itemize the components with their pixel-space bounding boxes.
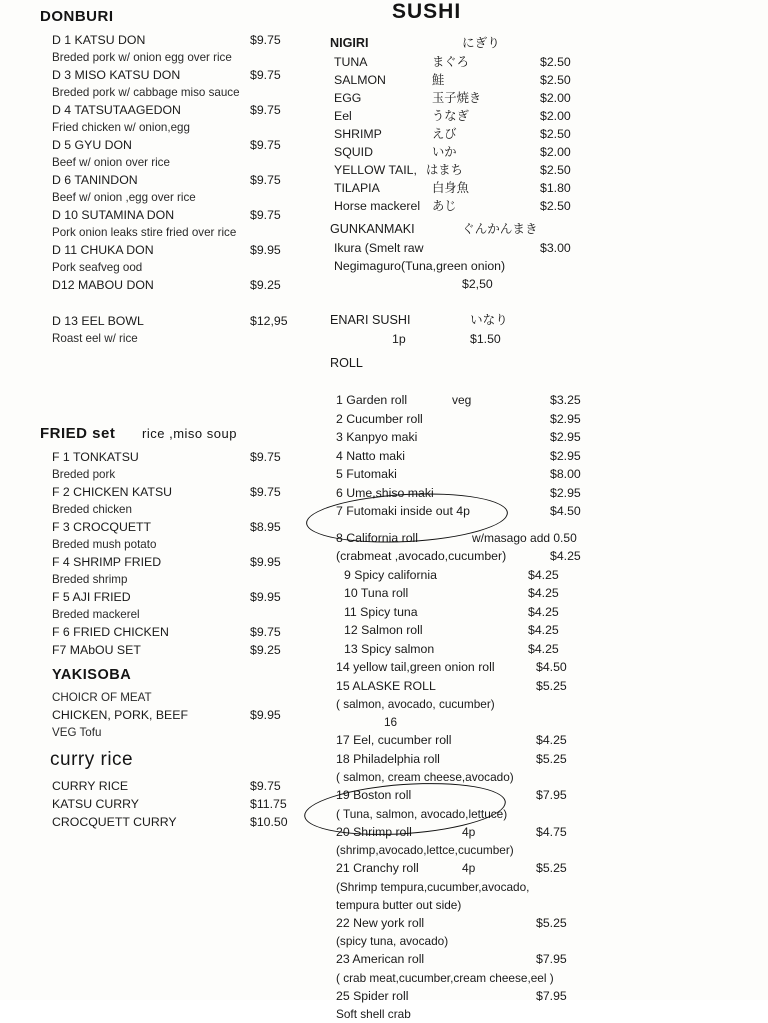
item-price: $5.25 xyxy=(536,861,567,875)
item-name: 20 Shrimp roll xyxy=(336,824,412,839)
item-price: $9.75 xyxy=(250,625,281,639)
section-title-yakisoba: YAKISOBA xyxy=(52,667,132,683)
fried-set-note: rice ,miso soup xyxy=(142,426,237,441)
item-name: SALMON xyxy=(334,73,386,87)
item-price: $1.80 xyxy=(540,181,571,195)
page-title: SUSHI xyxy=(392,0,462,23)
item-name: Ikura (Smelt raw xyxy=(334,241,424,255)
item-price: $4.25 xyxy=(528,567,559,582)
roll-item xyxy=(322,731,742,750)
item-name: D 3 MISO KATSU DON xyxy=(52,68,181,82)
item-price: $2.50 xyxy=(540,199,571,213)
roll-item xyxy=(322,428,742,447)
item-name: TILAPIA xyxy=(334,181,380,195)
item-name: D 1 KATSU DON xyxy=(52,33,146,47)
item-name-jp: 鮭 xyxy=(432,73,445,87)
item-price: $4.50 xyxy=(550,504,581,518)
item-desc: (Shrimp tempura,cucumber,avocado, xyxy=(336,879,530,894)
roll-item xyxy=(322,584,742,603)
roll-item xyxy=(322,566,742,585)
section-title-fried-set xyxy=(40,425,320,442)
item-note: 4p xyxy=(462,824,476,839)
item-price: $9.75 xyxy=(250,138,281,152)
item-name: F 2 CHICKEN KATSU xyxy=(52,485,173,499)
roll-label: ROLL xyxy=(330,356,363,370)
menu-item xyxy=(40,101,320,119)
item-price: $5.25 xyxy=(536,678,567,693)
item-name: 19 Boston roll xyxy=(336,788,412,802)
curry-list xyxy=(40,777,320,831)
item-name: F 1 TONKATSU xyxy=(52,450,139,464)
negimaguro-price-row xyxy=(322,275,742,293)
fried-set-list xyxy=(40,448,320,659)
item-price: $9.75 xyxy=(250,33,281,47)
item-price: $8.00 xyxy=(550,467,581,481)
item-price: $2.95 xyxy=(550,485,581,500)
menu-item xyxy=(40,312,320,330)
item-name: 5 Futomaki xyxy=(336,467,397,481)
inari-qty: 1p xyxy=(392,332,406,346)
item-name-jp: 白身魚 xyxy=(432,181,469,195)
item-name-jp: 玉子焼き xyxy=(432,91,482,105)
roll-item xyxy=(322,502,742,521)
menu-item xyxy=(40,518,320,536)
item-price: $2,50 xyxy=(462,277,493,291)
inari-label: ENARI SUSHI xyxy=(330,313,411,327)
item-name: 4 Natto maki xyxy=(336,448,406,463)
item-name: D 13 EEL BOWL xyxy=(52,314,144,328)
item-desc: (shrimp,avocado,lettce,cucumber) xyxy=(336,843,514,857)
menu-item xyxy=(40,171,320,189)
item-name: 23 American roll xyxy=(336,952,425,966)
item-desc: Breded chicken xyxy=(52,503,132,516)
item-name-jp: あじ xyxy=(432,199,457,213)
item-price: $2.00 xyxy=(540,145,571,159)
roll-item xyxy=(322,914,742,933)
menu-item xyxy=(40,483,320,501)
section-title-curry-rice: curry rice xyxy=(50,749,134,770)
item-price: $2.95 xyxy=(550,430,581,444)
item-name-jp: うなぎ xyxy=(432,109,469,123)
roll-list xyxy=(322,391,742,1023)
inari-label-jp: いなり xyxy=(470,313,508,327)
menu-item xyxy=(322,239,742,257)
menu-item xyxy=(40,136,320,154)
inari-price-row xyxy=(322,330,742,348)
item-name-jp: いか xyxy=(432,145,457,159)
item-price: $2.50 xyxy=(540,127,571,141)
item-price: $2.00 xyxy=(540,91,571,105)
menu-item xyxy=(322,89,742,107)
item-name: 8 California roll xyxy=(336,530,419,545)
item-name: D 6 TANINDON xyxy=(52,173,138,187)
item-price: $5.25 xyxy=(536,915,567,930)
roll-item xyxy=(322,658,742,677)
menu-item xyxy=(40,448,320,466)
item-name: EGG xyxy=(334,91,362,105)
donburi-list xyxy=(40,31,320,347)
item-desc: Soft shell crab xyxy=(336,1007,411,1021)
item-name: F 5 AJI FRIED xyxy=(52,590,131,604)
item-price: $8.95 xyxy=(250,520,281,534)
roll-item xyxy=(322,640,742,659)
gunkanmaki-label: GUNKANMAKI xyxy=(330,222,415,236)
item-name: D 11 CHUKA DON xyxy=(52,243,154,257)
item-price: $9.25 xyxy=(250,643,281,657)
item-name: CURRY RICE xyxy=(52,779,129,793)
item-name: 21 Cranchy roll xyxy=(336,861,419,875)
item-price: $7.95 xyxy=(536,952,567,966)
item-price: $4.25 xyxy=(528,623,559,637)
item-desc: (spicy tuna, avocado) xyxy=(336,934,449,948)
menu-item xyxy=(322,107,742,125)
nigiri-header xyxy=(322,34,742,53)
menu-item xyxy=(40,553,320,571)
item-name: 17 Eel, cucumber roll xyxy=(336,733,452,747)
menu-item xyxy=(40,813,320,831)
item-price: $9.75 xyxy=(250,485,281,499)
roll-item-california-sub xyxy=(322,547,742,566)
roll-item-california xyxy=(322,529,742,548)
item-price: $11.75 xyxy=(250,797,287,811)
yakisoba-veg: VEG Tofu xyxy=(52,726,102,739)
item-name: 15 ALASKE ROLL xyxy=(336,678,436,693)
item-price: $9.75 xyxy=(250,208,281,222)
item-price: $9.75 xyxy=(250,103,281,117)
item-price: $2.00 xyxy=(540,109,571,123)
roll-item xyxy=(322,677,742,696)
item-desc: Breded mackerel xyxy=(52,608,140,621)
item-name: 14 yellow tail,green onion roll xyxy=(336,660,495,674)
item-name: 25 Spider roll xyxy=(336,988,409,1003)
item-price: $4.25 xyxy=(550,549,581,563)
roll-item xyxy=(322,410,742,429)
item-name: 6 Ume,shiso maki xyxy=(336,485,434,500)
item-price: $2.95 xyxy=(550,448,581,463)
menu-item xyxy=(322,197,742,215)
item-name: F7 MAbOU SET xyxy=(52,643,141,657)
roll-item-16: 16 xyxy=(384,715,398,729)
roll-item xyxy=(322,987,742,1006)
item-price: $4.25 xyxy=(528,641,559,656)
menu-item xyxy=(40,623,320,641)
roll-item xyxy=(322,603,742,622)
item-desc: Roast eel w/ rice xyxy=(52,332,138,345)
item-price: $10.50 xyxy=(250,815,288,829)
item-name: CHICKEN, PORK, BEEF xyxy=(52,708,188,722)
item-desc: Breded mush potato xyxy=(52,538,157,551)
roll-item xyxy=(322,859,742,878)
item-name: D 10 SUTAMINA DON xyxy=(52,208,175,222)
item-name: 2 Cucumber roll xyxy=(336,411,423,426)
item-price: $2.50 xyxy=(540,163,571,177)
item-desc: Breded pork w/ onion egg over rice xyxy=(52,51,232,64)
item-desc: Pork seafveg ood xyxy=(52,261,143,274)
item-price: $7.95 xyxy=(536,788,567,802)
item-price: $4.75 xyxy=(536,824,567,839)
item-desc: ( salmon, cream cheese,avocado) xyxy=(336,770,514,784)
item-name: 3 Kanpyo maki xyxy=(336,430,418,444)
item-price: $9.95 xyxy=(250,555,281,569)
menu-item xyxy=(40,31,320,49)
nigiri-label-jp: にぎり xyxy=(462,36,500,50)
item-name-jp: えび xyxy=(432,127,457,141)
item-desc: ( salmon, avocado, cucumber) xyxy=(336,697,495,711)
item-desc: Breded shrimp xyxy=(52,573,128,586)
item-name: YELLOW TAIL, xyxy=(334,163,417,177)
nigiri-label: NIGIRI xyxy=(330,36,369,50)
menu-item xyxy=(40,276,320,294)
menu-item xyxy=(322,53,742,71)
menu-item xyxy=(322,125,742,143)
item-price: $4.25 xyxy=(528,586,559,600)
item-desc: Breded pork xyxy=(52,468,116,481)
item-name: TUNA xyxy=(334,55,368,69)
menu-item xyxy=(322,161,742,179)
item-name: CROCQUETT CURRY xyxy=(52,815,177,829)
item-name: 9 Spicy california xyxy=(344,567,437,582)
item-desc: Breded pork w/ cabbage miso sauce xyxy=(52,86,240,99)
item-price: $4.25 xyxy=(536,733,567,747)
item-name: F 3 CROCQUETT xyxy=(52,520,152,534)
roll-item xyxy=(322,786,742,805)
gunkanmaki-label-jp: ぐんかんまき xyxy=(462,222,538,236)
menu-item xyxy=(322,71,742,89)
item-desc: (crabmeat ,avocado,cucumber) xyxy=(336,549,507,563)
item-note: veg xyxy=(452,393,472,407)
item-desc: Pork onion leaks stire fried over rice xyxy=(52,226,237,239)
item-name: F 4 SHRIMP FRIED xyxy=(52,555,162,569)
item-price: $5.25 xyxy=(536,751,567,766)
item-name-jp: はまち xyxy=(426,163,463,177)
item-desc: Beef w/ onion over rice xyxy=(52,156,170,169)
item-note: w/masago add 0.50 xyxy=(472,530,577,545)
roll-item xyxy=(322,447,742,466)
menu-item xyxy=(322,257,742,275)
menu-item xyxy=(40,641,320,659)
item-desc: ( crab meat,cucumber,cream cheese,eel ) xyxy=(336,970,554,985)
item-price: $2.95 xyxy=(550,411,581,426)
item-price: $9.25 xyxy=(250,278,281,292)
item-name: 1 Garden roll xyxy=(336,393,408,407)
item-price: $9.75 xyxy=(250,779,281,793)
menu-item xyxy=(322,179,742,197)
item-price: $9.95 xyxy=(250,243,281,257)
item-name: SHRIMP xyxy=(334,127,382,141)
roll-item xyxy=(322,465,742,484)
yakisoba-choice-label: CHOICR OF MEAT xyxy=(52,691,152,704)
item-name: 18 Philadelphia roll xyxy=(336,751,440,766)
item-note: 4p xyxy=(462,861,476,875)
item-desc: Fried chicken w/ onion,egg xyxy=(52,121,190,134)
item-name-jp: まぐろ xyxy=(432,55,469,69)
roll-header xyxy=(322,354,742,373)
item-price: $9.75 xyxy=(250,450,281,464)
item-price: $3.25 xyxy=(550,393,581,407)
item-desc-cont: tempura butter out side) xyxy=(336,897,462,912)
item-name: 22 New york roll xyxy=(336,915,425,930)
item-price: $12,95 xyxy=(250,314,288,328)
item-name: 12 Salmon roll xyxy=(344,623,423,637)
item-name: Eel xyxy=(334,109,352,123)
item-name: 7 Futomaki inside out 4p xyxy=(336,504,470,518)
item-name: 10 Tuna roll xyxy=(344,586,409,600)
item-name: D 5 GYU DON xyxy=(52,138,132,152)
item-price: $4.50 xyxy=(536,660,567,674)
yakisoba-meats xyxy=(40,706,320,724)
item-name: D 4 TATSUTAAGEDON xyxy=(52,103,181,117)
roll-item xyxy=(322,484,742,503)
roll-item xyxy=(322,621,742,640)
roll-item-shrimp xyxy=(322,823,742,842)
menu-item xyxy=(322,143,742,161)
item-name: KATSU CURRY xyxy=(52,797,140,811)
item-desc: Beef w/ onion ,egg over rice xyxy=(52,191,196,204)
item-name: F 6 FRIED CHICKEN xyxy=(52,625,169,639)
item-name: Horse mackerel xyxy=(334,199,421,213)
item-price: $2.50 xyxy=(540,73,571,87)
item-price: $9.95 xyxy=(250,590,281,604)
item-price: $3.00 xyxy=(540,241,571,255)
item-price: $9.75 xyxy=(250,68,281,82)
roll-item xyxy=(322,391,742,410)
roll-item xyxy=(322,950,742,969)
fried-set-heading: FRIED set xyxy=(40,425,116,442)
item-name: D12 MABOU DON xyxy=(52,278,154,292)
item-name: 13 Spicy salmon xyxy=(344,641,435,656)
item-name: SQUID xyxy=(334,145,373,159)
item-price: $9.95 xyxy=(250,708,281,722)
roll-item xyxy=(322,750,742,769)
left-column xyxy=(40,0,320,831)
item-price: $4.25 xyxy=(528,604,559,619)
item-price: $9.75 xyxy=(250,173,281,187)
menu-item xyxy=(40,241,320,259)
menu-item xyxy=(40,588,320,606)
menu-item xyxy=(40,777,320,795)
item-name: Negimaguro(Tuna,green onion) xyxy=(334,259,506,273)
item-price: $7.95 xyxy=(536,988,567,1003)
menu-item xyxy=(40,66,320,84)
nigiri-list xyxy=(322,53,742,215)
item-price: $2.50 xyxy=(540,55,571,69)
item-desc: ( Tuna, salmon, avocado,lettuce) xyxy=(336,806,508,821)
menu-item xyxy=(40,206,320,224)
inari-header xyxy=(322,311,742,330)
inari-price: $1.50 xyxy=(470,332,501,346)
section-title-donburi: DONBURI xyxy=(40,8,114,25)
right-column xyxy=(322,0,742,1023)
gunkanmaki-header xyxy=(322,220,742,239)
menu-item xyxy=(40,795,320,813)
item-name: 11 Spicy tuna xyxy=(344,604,418,619)
